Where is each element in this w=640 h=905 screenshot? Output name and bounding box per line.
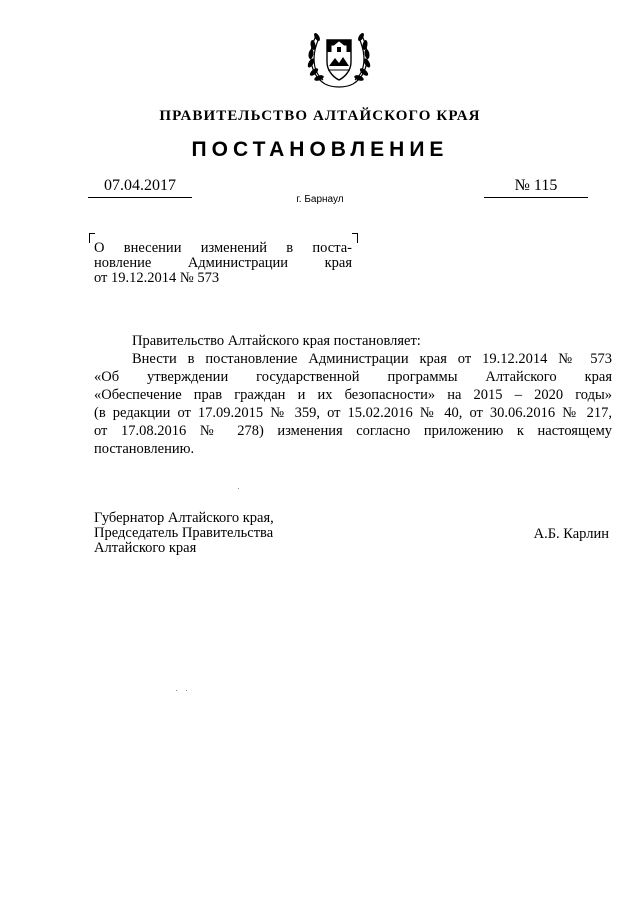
subject-line: от 19.12.2014 № 573 xyxy=(94,270,220,286)
position-line: Председатель Правительства xyxy=(94,525,274,541)
issue-city: г. Барнаул xyxy=(296,194,344,205)
government-name: ПРАВИТЕЛЬСТВО АЛТАЙСКОГО КРАЯ xyxy=(159,108,481,124)
signer-name: А.Б. Карлин xyxy=(533,526,609,542)
body-line: от 17.08.2016 № 278) изменения согласно приложению к настоящему xyxy=(94,423,612,439)
subject-bracket-right xyxy=(352,233,358,243)
body-line: «Обеспечение прав граждан и их безопасности» на 2015 – 2020 годы» xyxy=(94,387,612,403)
scan-speck xyxy=(238,488,239,489)
body-line: Внести в постановление Администрации края от 19.12.2014 № 573 xyxy=(132,351,612,367)
document-type-title: ПОСТАНОВЛЕНИЕ xyxy=(191,138,449,161)
body-line: постановлению. xyxy=(94,441,195,457)
position-line: Губернатор Алтайского края, xyxy=(94,510,274,526)
scan-speck xyxy=(186,690,187,691)
position-line: Алтайского края xyxy=(94,540,197,556)
document-date: 07.04.2017 xyxy=(88,177,192,198)
document-subject xyxy=(94,241,352,286)
scan-speck xyxy=(176,690,177,691)
document-number: № 115 xyxy=(484,177,588,198)
body-line: (в редакции от 17.09.2015 № 359, от 15.02.2016 № 40, от 30.06.2016 № 217, xyxy=(94,405,612,421)
body-line: «Об утверждении государственной программы Алтайского края xyxy=(94,369,612,385)
altai-krai-coat-of-arms-icon xyxy=(303,22,375,90)
subject-line: новление Администрации края xyxy=(94,255,352,271)
subject-line: О внесении изменений в поста- xyxy=(94,240,352,256)
preamble: Правительство Алтайского края постановляет: xyxy=(132,333,421,349)
resolution-body xyxy=(94,332,612,458)
